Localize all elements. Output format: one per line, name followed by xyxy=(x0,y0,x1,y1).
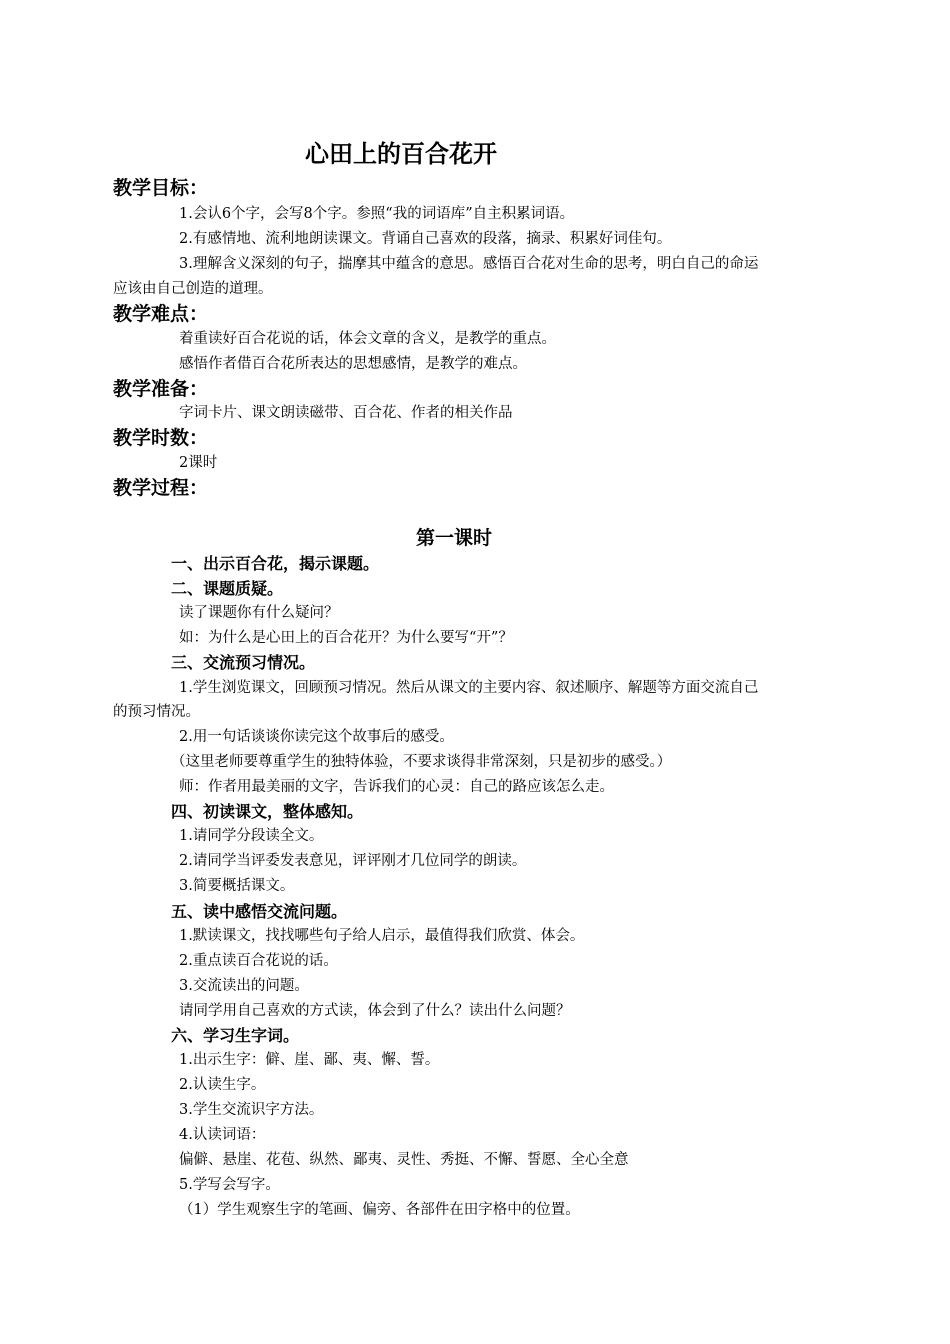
step-line: 3.交流读出的问题。 xyxy=(179,978,309,994)
step-line: 2.用一句话谈谈你读完这个故事后的感受。 xyxy=(179,729,454,745)
objective-item-continued: 应该由自己创造的道理。 xyxy=(113,281,273,297)
step-line: 1.出示生字：僻、崖、鄙、夷、懈、誓。 xyxy=(179,1052,440,1068)
document-title: 心田上的百合花开 xyxy=(305,140,497,168)
step-title: 六、学习生字词。 xyxy=(171,1026,300,1045)
objective-item: 1.会认6个字，会写8个字。参照“我的词语库”自主积累词语。 xyxy=(179,206,575,222)
step-line: 3.简要概括课文。 xyxy=(179,878,295,894)
step-line: 5.学写会写字。 xyxy=(179,1177,280,1193)
difficulty-item: 着重读好百合花说的话，体会文章的含义，是教学的重点。 xyxy=(179,331,556,347)
vocabulary-list: 偏僻、悬崖、花苞、纵然、鄙夷、灵性、秀挺、不懈、誓愿、全心全意 xyxy=(179,1152,629,1168)
step-title: 三、交流预习情况。 xyxy=(171,653,316,672)
step-line: 2.认读生字。 xyxy=(179,1077,266,1093)
step-line: （1）学生观察生字的笔画、偏旁、各部件在田字格中的位置。 xyxy=(179,1202,580,1218)
step-line: 师：作者用最美丽的文字，告诉我们的心灵：自己的路应该怎么走。 xyxy=(179,779,614,795)
section-heading-hours: 教学时数： xyxy=(113,427,209,449)
step-line: 如：为什么是心田上的百合花开？为什么要写“开”？ xyxy=(179,630,513,646)
step-title: 五、读中感悟交流问题。 xyxy=(171,902,348,921)
objective-item: 2.有感情地、流利地朗读课文。背诵自己喜欢的段落，摘录、积累好词佳句。 xyxy=(179,231,672,247)
step-line: 2.重点读百合花说的话。 xyxy=(179,953,338,969)
step-line-continued: 的预习情况。 xyxy=(113,704,200,720)
step-line: 2.请同学当评委发表意见，评评刚才几位同学的朗读。 xyxy=(179,853,527,869)
step-title: 四、初读课文，整体感知。 xyxy=(171,802,364,821)
step-line: 1.学生浏览课文，回顾预习情况。然后从课文的主要内容、叙述顺序、解题等方面交流自己 xyxy=(179,680,759,696)
preparation-text: 字词卡片、课文朗读磁带、百合花、作者的相关作品 xyxy=(179,405,513,421)
step-title: 一、出示百合花，揭示课题。 xyxy=(171,554,380,573)
step-line: 1.请同学分段读全文。 xyxy=(179,828,324,844)
step-line: 读了课题你有什么疑问？ xyxy=(179,605,339,621)
section-heading-process: 教学过程： xyxy=(113,477,209,499)
step-line: 3.学生交流识字方法。 xyxy=(179,1102,324,1118)
step-line: 1.默读课文，找找哪些句子给人启示，最值得我们欣赏、体会。 xyxy=(179,928,585,944)
step-line: 4.认读词语： xyxy=(179,1127,266,1143)
section-heading-difficulties: 教学难点： xyxy=(113,303,209,325)
step-title: 二、课题质疑。 xyxy=(171,579,284,598)
step-line: （这里老师要尊重学生的独特体验，不要求谈得非常深刻，只是初步的感受。） xyxy=(171,754,672,770)
difficulty-item: 感悟作者借百合花所表达的思想感情，是教学的难点。 xyxy=(179,356,527,372)
objective-item: 3.理解含义深刻的句子，揣摩其中蕴含的意思。感悟百合花对生命的思考，明白自己的命运 xyxy=(179,256,759,272)
section-heading-objectives: 教学目标： xyxy=(113,177,209,199)
hours-text: 2课时 xyxy=(179,455,218,471)
section-heading-preparation: 教学准备： xyxy=(113,378,209,400)
lesson-heading: 第一课时 xyxy=(416,527,493,549)
step-line: 请同学用自己喜欢的方式读，体会到了什么？读出什么问题？ xyxy=(179,1003,571,1019)
